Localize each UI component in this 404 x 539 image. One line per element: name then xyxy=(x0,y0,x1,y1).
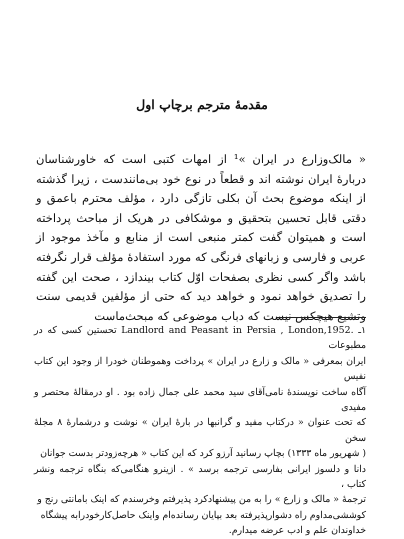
footnote-line: ۱ـ .Landlord and Peasant in Persia , London,1952 تحستین کسی که در مطبوعات xyxy=(34,325,366,352)
footnote-line: خداوندان علم و ادب عرضه میدارم. xyxy=(228,525,366,537)
footnote-line: کوششی‌مداوم راه دشوارپذیرفته بعد بپایان رسانده‌ام واینک حاصل‌کارخودرابه پیشگاه xyxy=(40,509,366,521)
footnote-line: ایران بمعرفی « مالک و زارع در ایران » پرداخت وهموطنان خودرا از وجود این کتاب نفیس xyxy=(34,355,366,383)
body-text xyxy=(36,150,366,326)
section-heading: مقدمهٔ مترجم برچاپ اول xyxy=(136,97,268,112)
footnote-divider xyxy=(276,317,366,318)
footnote-line: دانا و دلسوز ایرانی بفارسی ترجمه برسد » . ازینرو هنگامی‌که بنگاه ترجمه ونشر کتاب ، xyxy=(34,463,366,491)
footnotes xyxy=(34,323,366,539)
footnote-line: ( شهریور ماه ۱۳۳۳) بچاپ رسانید آرزو کرد که این کتاب « هرچه‌زودتر بدست جوانان xyxy=(40,448,366,460)
footnote-line: آگاه ساخت نویسندهٔ نامی‌آقای سید محمد علی جمال زاده بود . او درمقالهٔ محتصر و مفیدی xyxy=(34,386,366,414)
footnote-line: که تحت عنوان « درکتاب مفید و گرانبها در بارهٔ ایران » نوشت و درشمارهٔ ۸ مجلهٔ سخن xyxy=(34,417,367,444)
footnote-line: ترجمهٔ « مالک و زارع » را به من پیشنهادکرد پذیرفتم وخرسندم که اینک بامانتی رنج و xyxy=(37,494,366,506)
body-paragraph: « مالک‌وزارع در ایران »¹ از امهات کتبی است که خاورشناسان دربارهٔ ایران نوشته اند و قطعاً در نوع خود بی‌مانندست ، زیرا گذشته از اینکه موضوع بحث آن بکلی تازگی دارد ، مؤلف محترم باعمق و دقتی قابل تحسین بتحقیق و موشکافی در هریک از مباحث پرداخته است و همیتوان گفت کمتر منبعی است از منابع و مآخذ موجود از عربی و فارسی و زبانهای فرنگی که مورد استفادهٔ مؤلف قرار نگرفته باشد واگر کسی نظری بصفحات اوّل کتاب بیندازد ، صحت این گفته را تصدیق خواهد نمود و خواهد دید که حتی از مؤلفین قدیمی سنت وتشیع هیچکس نیست که دباب موضوعی که مبحث‌ماست xyxy=(36,152,366,323)
